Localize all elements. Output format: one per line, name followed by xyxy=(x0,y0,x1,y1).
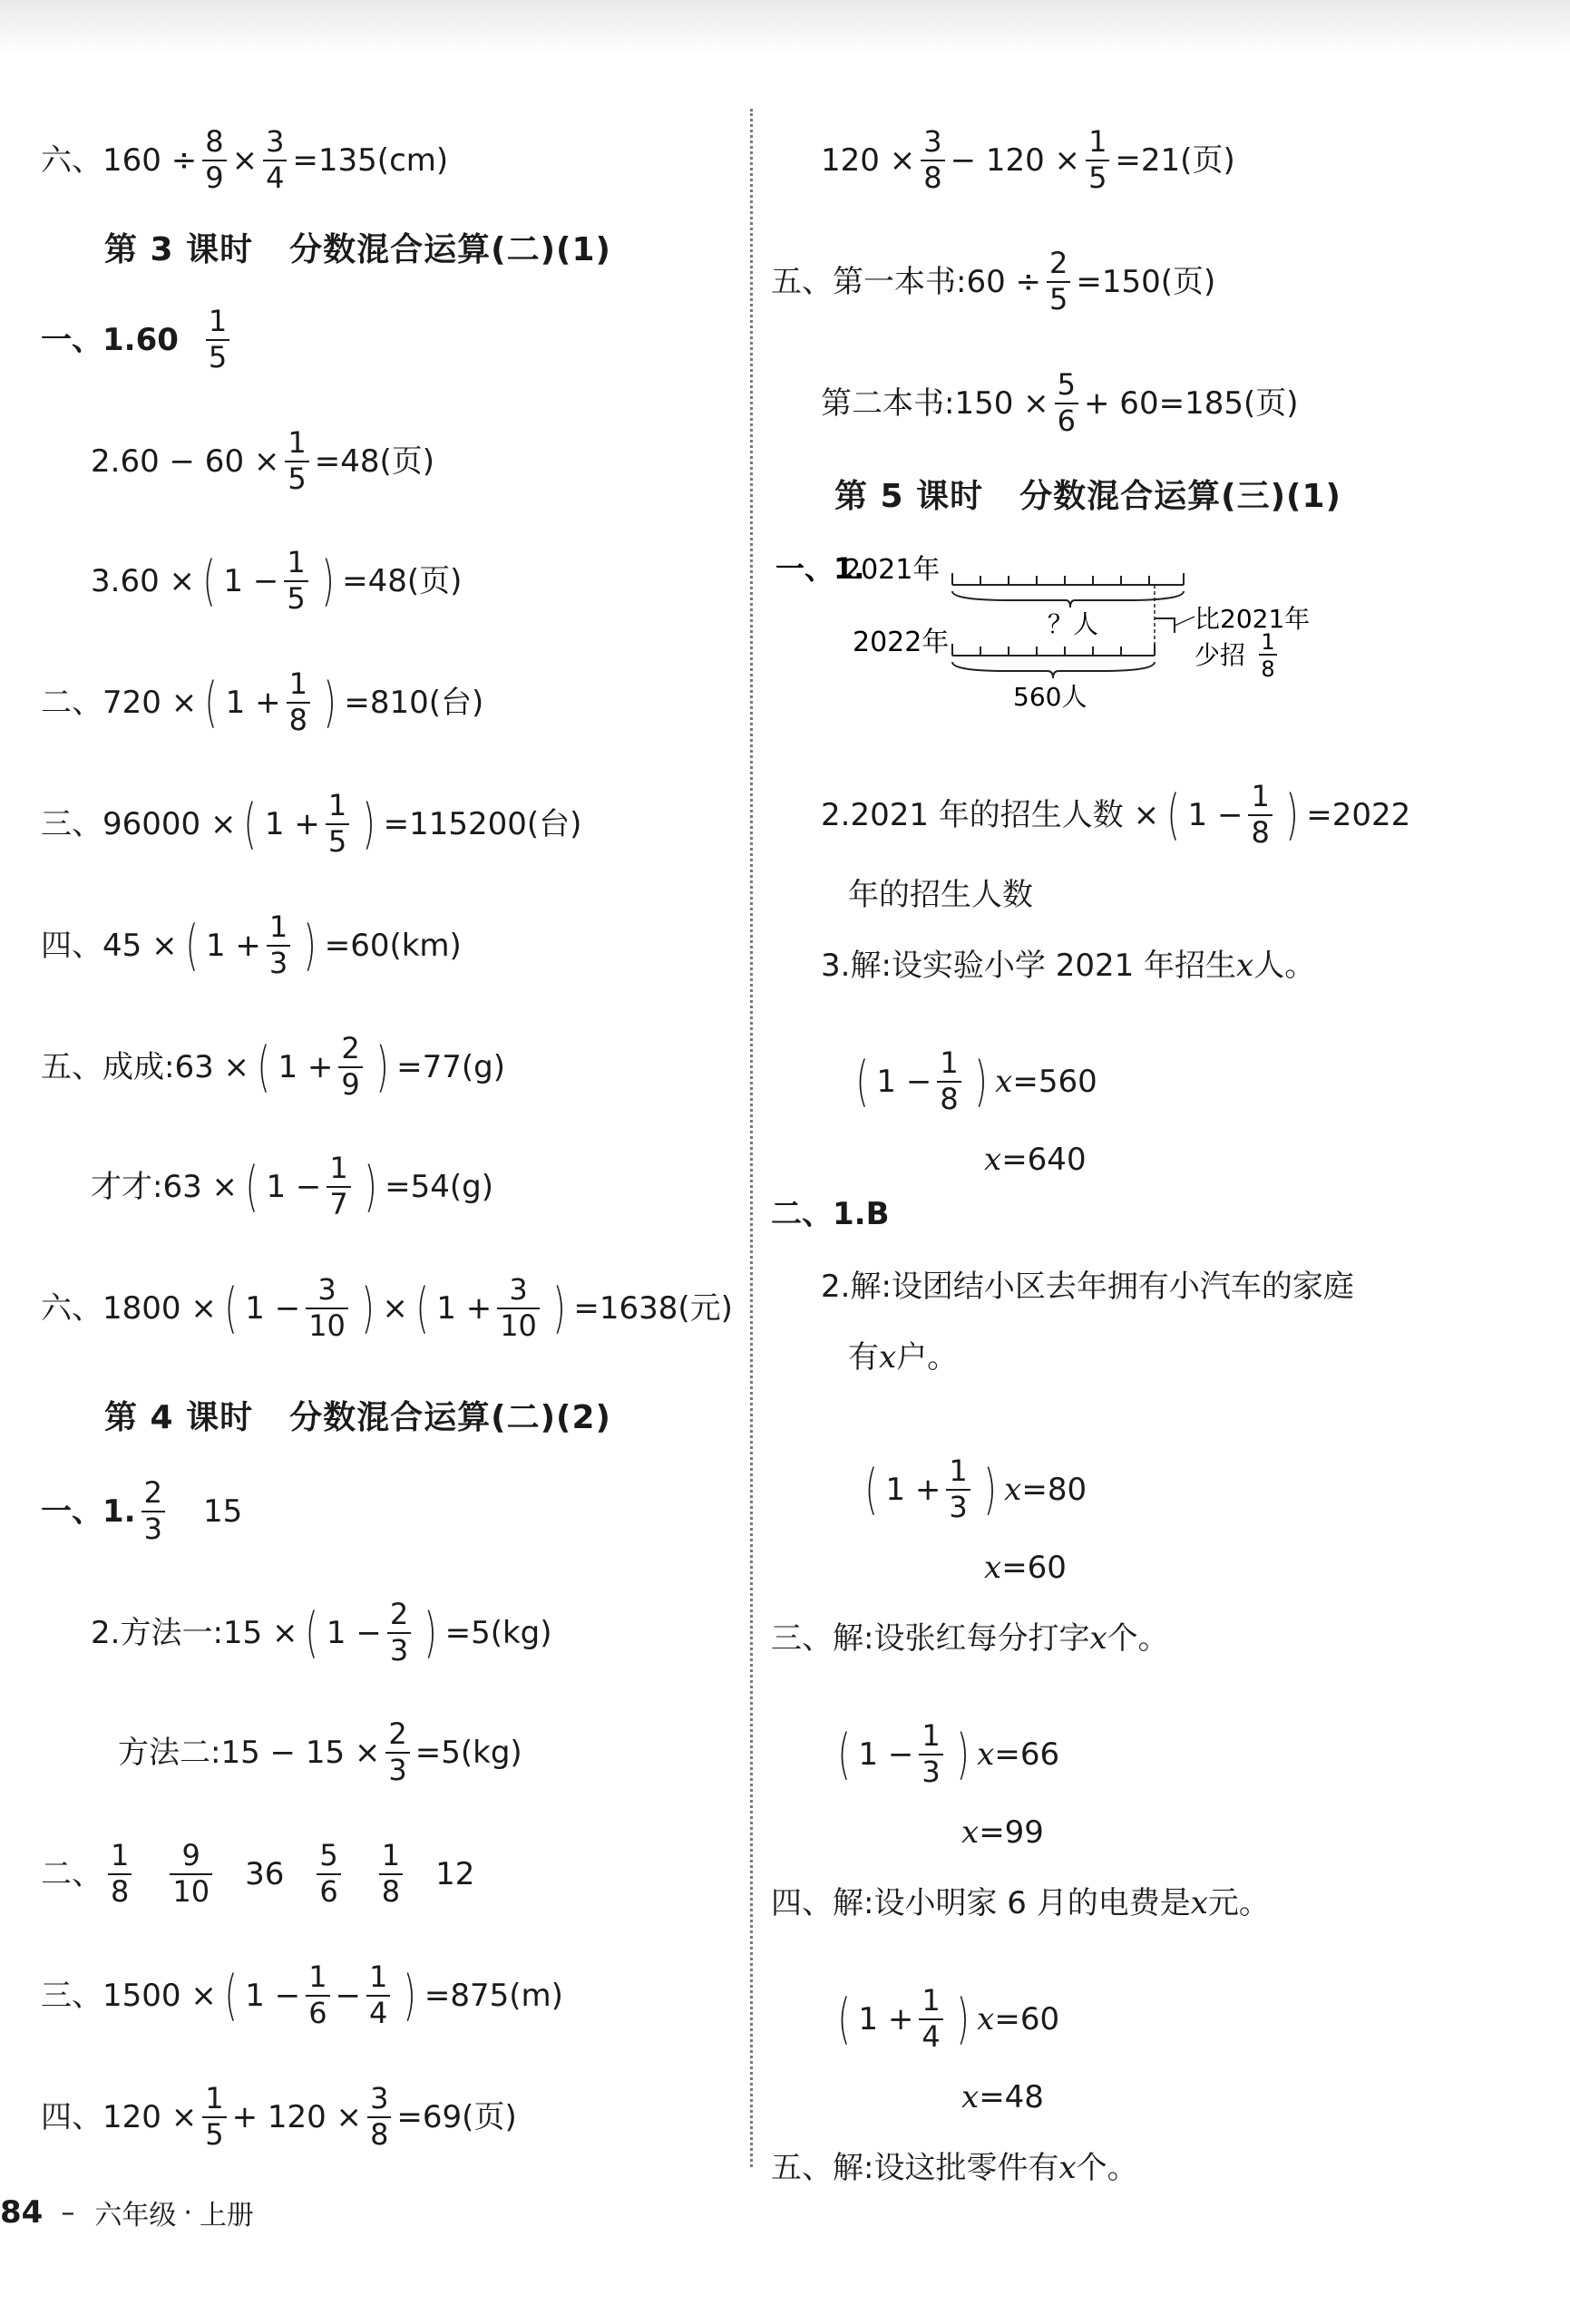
answer-line xyxy=(41,1475,243,1546)
compare-label-2: 少招 xyxy=(1195,640,1246,670)
text: =21(页) xyxy=(1115,141,1235,179)
lesson-number: 第 5 课时 xyxy=(834,478,984,515)
text: − xyxy=(335,1977,362,2014)
answer-line xyxy=(961,1814,1044,1851)
denominator: 5 xyxy=(202,2116,226,2151)
text: 五、第一本书:60 ÷ xyxy=(771,263,1042,300)
denominator: 9 xyxy=(202,160,226,194)
text: 四、120 × xyxy=(41,2098,198,2135)
fraction xyxy=(497,1272,540,1343)
segment-2022-ticks xyxy=(952,644,1155,656)
text: 第二本书:150 × xyxy=(821,384,1049,422)
fraction xyxy=(141,1475,165,1546)
numerator: 2 xyxy=(341,1031,360,1065)
grade-label: 六年级 xyxy=(94,2200,177,2232)
numerator: 1 xyxy=(940,1045,959,1080)
fraction xyxy=(170,1838,212,1909)
numerator: 2 xyxy=(389,1597,409,1631)
numerator: 1 xyxy=(381,1838,401,1872)
text: 户。 xyxy=(896,1339,959,1376)
text: =5(kg) xyxy=(414,1734,522,1771)
brace-2022 xyxy=(952,662,1155,678)
denominator: 7 xyxy=(327,1186,350,1220)
line-segment-diagram xyxy=(775,553,1356,716)
text: 个。 xyxy=(1107,1620,1169,1657)
answer-line: ( 1 − $\frac{1}{8}$ ) x =560 xyxy=(855,1045,1097,1116)
fraction xyxy=(326,788,349,859)
section-title xyxy=(104,231,611,268)
text: =5(kg) xyxy=(444,1614,552,1651)
text: 才才:63 × xyxy=(91,1168,239,1205)
text: 1 − xyxy=(223,562,279,599)
text: =48(页) xyxy=(342,562,463,599)
text: 二、1.B xyxy=(771,1196,890,1232)
numerator: 9 xyxy=(181,1838,200,1872)
variable: x xyxy=(995,1063,1013,1100)
page-top-band xyxy=(0,0,1570,54)
answer-line xyxy=(821,1269,1354,1305)
segment-2021-ticks xyxy=(952,573,1184,585)
text: 1 − xyxy=(326,1614,382,1651)
denominator: 10 xyxy=(497,1308,540,1342)
numerator: 1 xyxy=(949,1454,968,1488)
fraction xyxy=(367,2081,391,2152)
text: 1 − xyxy=(876,1063,932,1100)
text: 方法二:15 − 15 × xyxy=(118,1734,381,1771)
less-bracket xyxy=(1155,618,1175,633)
fraction xyxy=(202,124,226,195)
text: 1 + xyxy=(225,684,281,721)
text: 三、96000 × xyxy=(41,805,237,842)
numerator: 1 xyxy=(1088,124,1107,159)
text: 1 − xyxy=(1187,796,1243,833)
denominator: 8 xyxy=(1261,656,1275,682)
fraction xyxy=(263,124,287,195)
text: 年的招生人数 xyxy=(848,877,1033,913)
numerator: 2 xyxy=(1049,246,1068,280)
variable: x xyxy=(961,1814,980,1851)
lesson-topic: 分数混合运算(二)(1) xyxy=(289,231,611,268)
text: =640 xyxy=(1001,1142,1087,1178)
denominator: 10 xyxy=(170,1873,212,1908)
fraction xyxy=(108,1838,132,1909)
text: =2022 xyxy=(1306,796,1411,833)
text: 一、1.60 xyxy=(41,321,179,358)
fraction xyxy=(387,1597,411,1668)
denominator: 6 xyxy=(317,1873,340,1908)
numerator: 1 xyxy=(205,2081,224,2115)
column-divider xyxy=(750,109,753,2167)
numerator: 1 xyxy=(287,545,306,579)
numerator: 1 xyxy=(111,1838,130,1872)
fraction xyxy=(1055,367,1078,438)
numerator: 1 xyxy=(329,1151,348,1185)
text: =48 xyxy=(979,2079,1044,2115)
denominator: 3 xyxy=(946,1489,970,1523)
numerator: 3 xyxy=(370,2081,389,2115)
fraction xyxy=(366,1959,390,2030)
denominator: 3 xyxy=(919,1754,942,1788)
answer-line xyxy=(91,425,435,496)
fraction xyxy=(1086,124,1109,195)
fraction xyxy=(327,1153,350,1220)
lesson-number: 第 4 课时 xyxy=(104,1399,254,1436)
denominator: 10 xyxy=(306,1308,348,1342)
text: 2.60 − 60 × xyxy=(91,442,280,480)
answer-line xyxy=(771,248,1215,315)
text: 六、160 ÷ xyxy=(41,141,198,179)
answer-line xyxy=(821,948,1316,984)
denominator: 8 xyxy=(379,1873,403,1908)
text: 1 + xyxy=(264,805,320,842)
fraction xyxy=(919,1718,942,1789)
variable: x xyxy=(977,2000,995,2037)
text: 1 − xyxy=(245,1289,301,1327)
text: =60 xyxy=(1001,1550,1067,1586)
answer-line: 2.方法一:15 × ( 1 − $\frac{2}{3}$ ) =5(kg) xyxy=(91,1597,552,1668)
text: 1 + xyxy=(885,1471,941,1508)
text: 1 + xyxy=(278,1048,334,1085)
numerator: 1 xyxy=(288,666,307,701)
denominator: 4 xyxy=(919,2018,942,2053)
denominator: 4 xyxy=(263,160,287,194)
text: 3.60 × xyxy=(91,562,195,599)
denominator: 9 xyxy=(338,1066,362,1101)
answer-line xyxy=(41,306,235,373)
denominator: 8 xyxy=(287,702,310,736)
numerator: 3 xyxy=(266,124,285,159)
section-title xyxy=(834,478,1341,515)
denominator: 5 xyxy=(285,461,308,495)
denominator: 5 xyxy=(326,823,349,858)
total-label: 560人 xyxy=(1013,682,1087,712)
denominator: 3 xyxy=(385,1752,409,1786)
answer-line xyxy=(41,2081,517,2152)
fraction xyxy=(921,124,944,195)
denominator: 8 xyxy=(108,1873,132,1908)
numerator: 1 xyxy=(1261,629,1275,655)
text: 2.2021 年的招生人数 × xyxy=(821,796,1160,833)
text: × xyxy=(231,141,258,179)
fraction xyxy=(937,1045,961,1116)
text: − 120 × xyxy=(950,141,1081,179)
numerator: 2 xyxy=(388,1716,407,1751)
fraction xyxy=(267,909,290,980)
fraction xyxy=(385,1716,409,1787)
denominator: 4 xyxy=(366,1995,390,2029)
denominator: 8 xyxy=(367,2116,391,2151)
text: + 120 × xyxy=(231,2098,363,2135)
variable: x xyxy=(1190,1885,1208,1921)
fraction xyxy=(1047,248,1070,315)
footer-dot: · xyxy=(183,2196,192,2229)
unknown-label: ？人 xyxy=(1048,609,1099,639)
text: 五、成成:63 × xyxy=(41,1048,250,1085)
text: =560 xyxy=(1012,1063,1097,1100)
numerator: 1 xyxy=(308,1959,327,1994)
text: 2.解:设团结小区去年拥有小汽车的家庭 xyxy=(821,1269,1354,1305)
text: 二、720 × xyxy=(41,684,198,721)
text: 36 xyxy=(245,1855,285,1892)
answer-line xyxy=(848,877,1033,913)
fraction xyxy=(284,545,307,616)
fraction xyxy=(206,306,229,373)
fraction xyxy=(317,1838,340,1909)
variable: x xyxy=(984,1550,1002,1586)
text: =99 xyxy=(979,1814,1044,1851)
page-number: 84 xyxy=(0,2194,44,2231)
text: =54(g) xyxy=(385,1168,494,1205)
lesson-topic: 分数混合运算(三)(1) xyxy=(1019,478,1341,515)
variable: x xyxy=(879,1339,897,1376)
answer-line: 四、45 × ( 1 + $\frac{1}{3}$ ) =60(km) xyxy=(41,909,462,980)
variable: x xyxy=(977,1736,995,1773)
denominator: 5 xyxy=(206,339,229,374)
text: =69(页) xyxy=(396,2098,517,2135)
text: =115200(台) xyxy=(383,805,582,842)
text: =66 xyxy=(994,1736,1060,1773)
text: 2.方法一:15 × xyxy=(91,1614,298,1651)
numerator: 1 xyxy=(922,1718,941,1753)
answer-line: 三、1500 × ( 1 − $\frac{1}{6}$ − $\frac{1}{4}$ ) =875(m) xyxy=(41,1959,563,2030)
variable: x xyxy=(984,1142,1002,1178)
text: 1 − xyxy=(245,1977,301,2014)
denominator: 8 xyxy=(1248,814,1272,849)
text: 四、解:设小明家 6 月的电费是 xyxy=(771,1885,1191,1921)
text: 三、解:设张红每分打字 xyxy=(771,1620,1090,1657)
denominator: 8 xyxy=(937,1081,961,1115)
text: 六、1800 × xyxy=(41,1289,217,1327)
text: 120 × xyxy=(821,141,916,179)
text: 二、 xyxy=(41,1855,102,1892)
numerator: 1 xyxy=(208,304,228,338)
footer-dash: – xyxy=(61,2196,75,2229)
denominator: 5 xyxy=(1047,281,1070,316)
fraction xyxy=(306,1272,348,1343)
text: =77(g) xyxy=(396,1048,506,1085)
denominator: 5 xyxy=(284,580,307,615)
section-title xyxy=(104,1399,611,1436)
text: 有 xyxy=(848,1339,879,1376)
answer-line xyxy=(41,124,449,195)
text: 1 + xyxy=(436,1289,492,1327)
numerator: 1 xyxy=(327,788,347,822)
numerator: 5 xyxy=(1057,367,1077,402)
numerator: 1 xyxy=(1251,779,1270,813)
answer-line: ( 1 + $\frac{1}{3}$ ) x =80 xyxy=(864,1454,1087,1524)
numerator: 5 xyxy=(319,1838,338,1872)
fraction xyxy=(338,1031,362,1102)
denominator: 3 xyxy=(267,945,290,979)
text: 三、1500 × xyxy=(41,1977,217,2014)
fraction xyxy=(1248,779,1272,850)
fraction xyxy=(285,425,308,496)
answer-line: 3.60 × ( 1 − $\frac{1}{5}$ ) =48(页) xyxy=(91,545,463,616)
text: × xyxy=(382,1289,408,1327)
page-footer xyxy=(0,2193,254,2232)
text: 五、解:设这批零件有 xyxy=(771,2150,1059,2186)
answer-line xyxy=(771,1885,1270,1921)
answer-line: 五、成成:63 × ( 1 + $\frac{2}{9}$ ) =77(g) xyxy=(41,1031,506,1102)
answer-line xyxy=(118,1716,522,1787)
numerator: 1 xyxy=(369,1959,388,1994)
text: 3.解:设实验小学 2021 年招生 xyxy=(821,948,1237,984)
text: 1 + xyxy=(205,927,261,964)
lesson-topic: 分数混合运算(二)(2) xyxy=(289,1399,611,1436)
answer-line: 三、96000 × ( 1 + $\frac{1}{5}$ ) =115200(台) xyxy=(41,788,582,859)
answer-line: 才才:63 × ( 1 − $\frac{1}{7}$ ) =54(g) xyxy=(91,1151,494,1221)
variable: x xyxy=(1004,1471,1022,1508)
numerator: 3 xyxy=(923,124,942,159)
variable: x xyxy=(1236,948,1254,984)
answer-line xyxy=(984,1550,1067,1586)
text: 一、1. xyxy=(41,1493,136,1530)
answer-line xyxy=(961,2079,1044,2115)
text: 15 xyxy=(202,1493,243,1530)
variable: x xyxy=(1058,2150,1077,2186)
fraction xyxy=(287,666,310,737)
year-2021-label: 2021年 xyxy=(844,554,941,586)
text: 1 + xyxy=(858,2000,914,2037)
answer-line: 二、720 × ( 1 + $\frac{1}{8}$ ) =810(台) xyxy=(41,666,484,737)
numerator: 1 xyxy=(268,909,288,944)
numerator: 1 xyxy=(288,425,307,460)
numerator: 8 xyxy=(205,124,224,159)
pointer-line xyxy=(1175,617,1195,626)
answer-line xyxy=(771,1196,890,1232)
answer-line xyxy=(821,124,1235,195)
text: 人。 xyxy=(1253,948,1316,984)
fraction xyxy=(946,1456,970,1522)
text: =1638(元) xyxy=(573,1289,733,1327)
numerator: 3 xyxy=(317,1272,336,1307)
denominator: 3 xyxy=(387,1632,411,1667)
text: 个。 xyxy=(1076,2150,1138,2186)
question-label: 一、1. xyxy=(775,553,865,586)
text: =135(cm) xyxy=(292,141,449,179)
answer-line xyxy=(771,1620,1169,1657)
numerator: 1 xyxy=(922,1983,941,2018)
lesson-number: 第 3 课时 xyxy=(104,231,254,268)
denominator: 8 xyxy=(921,160,944,194)
text: 12 xyxy=(435,1855,475,1892)
text: =875(m) xyxy=(424,1977,563,2014)
compare-label: 比2021年 xyxy=(1195,604,1311,634)
answer-line xyxy=(848,1339,959,1376)
text: =60(km) xyxy=(324,927,462,964)
brace-2021 xyxy=(952,591,1184,608)
answer-line: 六、1800 × ( 1 − $\frac{3}{10}$ ) × ( 1 + $\frac{3}{10}$ ) =1638(元) xyxy=(41,1272,733,1343)
text: 1 − xyxy=(266,1168,322,1205)
text: =150(页) xyxy=(1076,263,1216,300)
denominator: 6 xyxy=(306,1995,329,2029)
variable: x xyxy=(961,2079,980,2115)
fraction xyxy=(306,1959,329,2030)
fraction xyxy=(379,1838,403,1909)
answer-line: ( 1 − $\frac{1}{3}$ ) x =66 xyxy=(837,1718,1060,1789)
answer-line: 2.2021 年的招生人数 × ( 1 − $\frac{1}{8}$ ) =2022 xyxy=(821,779,1411,850)
variable: x xyxy=(1089,1620,1107,1657)
answer-line xyxy=(984,1142,1087,1178)
text: =60 xyxy=(994,2000,1060,2037)
volume-label: 上册 xyxy=(199,2200,254,2232)
numerator: 3 xyxy=(509,1272,528,1307)
year-2022-label: 2022年 xyxy=(853,627,950,658)
fraction xyxy=(202,2081,226,2152)
text: 1 − xyxy=(858,1736,914,1773)
answer-line: ( 1 + $\frac{1}{4}$ ) x =60 xyxy=(837,1983,1060,2054)
denominator: 6 xyxy=(1055,403,1078,437)
answer-line xyxy=(41,1838,475,1909)
answer-line xyxy=(771,2150,1138,2186)
fraction xyxy=(919,1983,942,2054)
text: 元。 xyxy=(1207,1885,1270,1921)
text: 四、45 × xyxy=(41,927,178,964)
numerator: 2 xyxy=(143,1475,162,1510)
denominator: 3 xyxy=(141,1511,165,1545)
denominator: 5 xyxy=(1086,160,1109,194)
text: =810(台) xyxy=(344,684,484,721)
answer-line xyxy=(821,367,1299,438)
text: =48(页) xyxy=(314,442,435,480)
text: =80 xyxy=(1021,1471,1087,1508)
text: + 60=185(页) xyxy=(1084,384,1299,422)
